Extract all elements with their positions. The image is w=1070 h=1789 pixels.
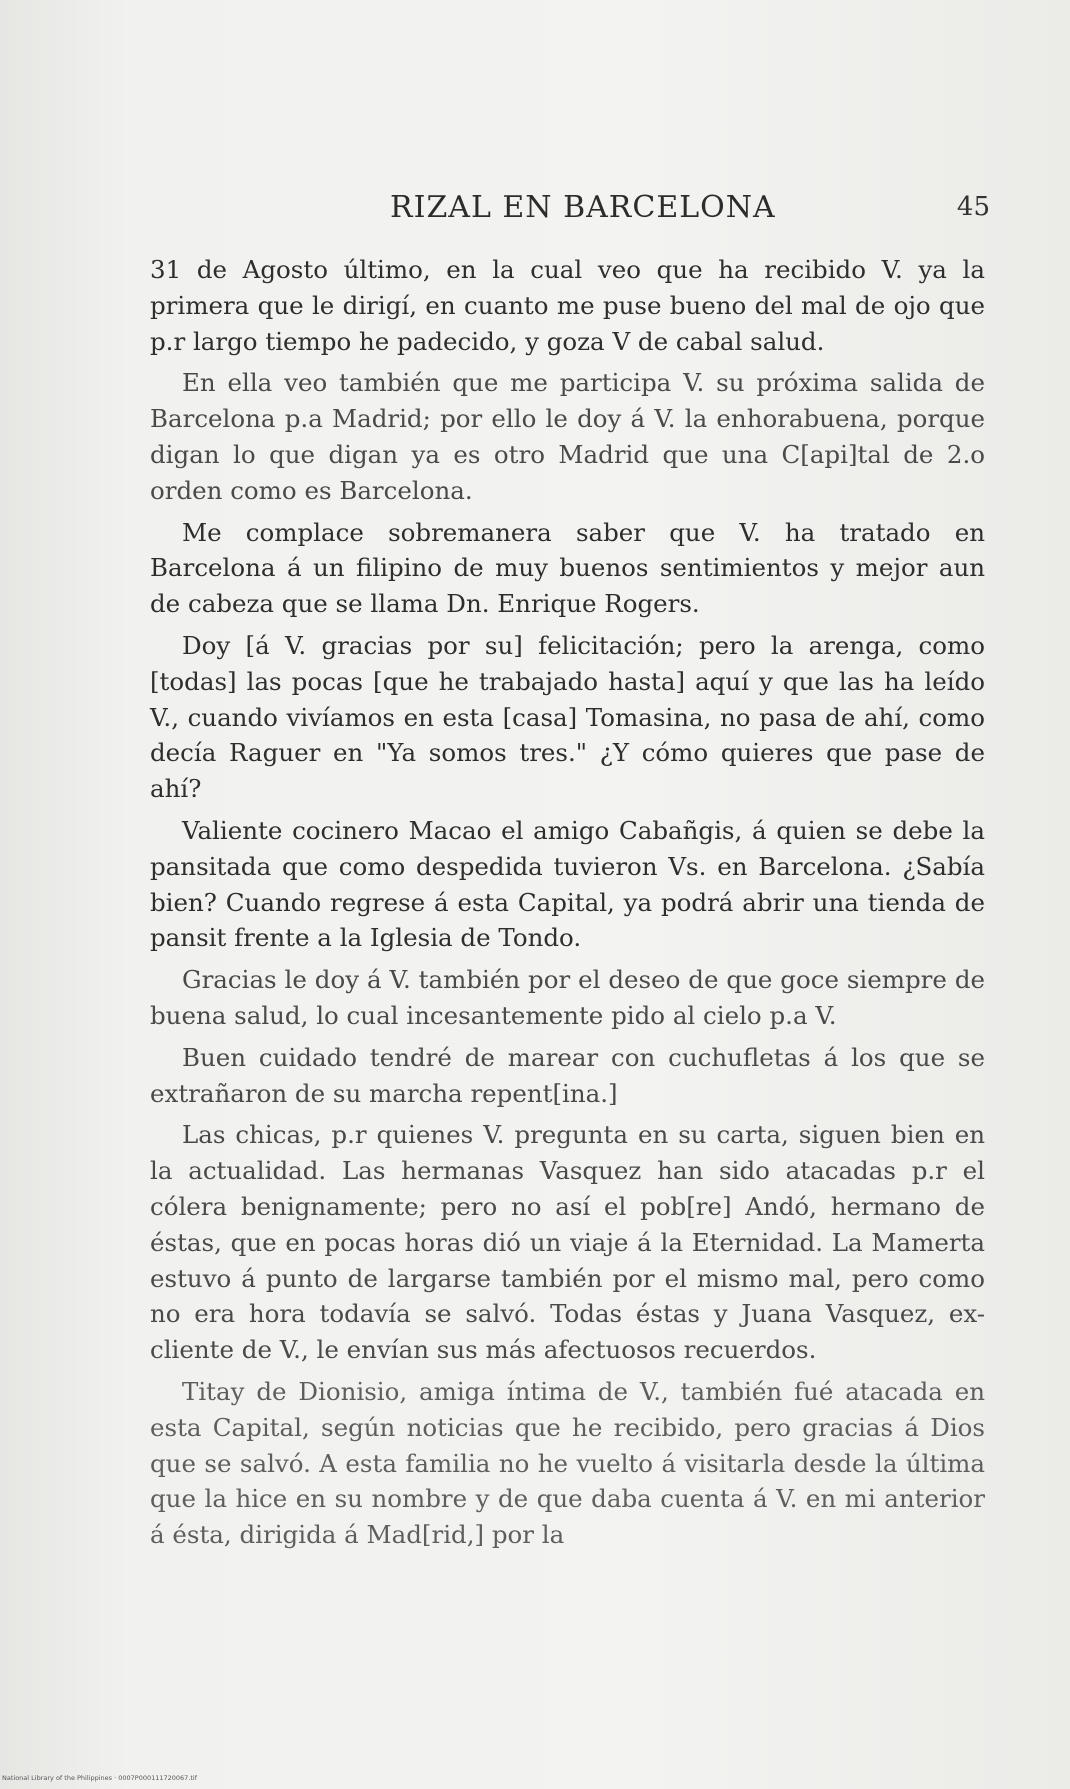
paragraph: Buen cuidado tendré de marear con cuchufletas á los que se extrañaron de su marcha repent[ina.] [150,1042,985,1108]
paragraph: Titay de Dionisio, amiga íntima de V., también fué atacada en esta Capital, según noticias que he recibido, pero gracias á Dios que se salvó. A esta familia no he vuelto á visitarla desde la última que la hice en su nombre y de que daba cuenta á V. en mi anterior á ésta, dirigida á Mad[rid,] por la [150,1376,985,1550]
page-header [150,190,990,230]
paragraph: Valiente cocinero Macao el amigo Cabañgis, á quien se debe la pansitada que como despedida tuvieron Vs. en Barcelona. ¿Sabía bien? Cuando regrese á esta Capital, ya podrá abrir una tienda de pansit frente a la Iglesia de Tondo. [150,815,985,953]
paragraph: Las chicas, p.r quienes V. pregunta en su carta, siguen bien en la actualidad. Las hermanas Vasquez han sido atacadas p.r el cólera benignamente; pero no así el pob[re] Andó, hermano de éstas, que en pocas horas dió un viaje á la Eternidad. La Mamerta estuvo á punto de largarse también por el mismo mal, pero como no era hora todavía se salvó. Todas éstas y Juana Vasquez, ex-cliente de V., le envían sus más afectuosos recuerdos. [150,1120,985,1365]
scan-credit: National Library of the Philippines · 0007P000111720067.tif [2,1774,198,1782]
paragraph: 31 de Agosto último, en la cual veo que ha recibido V. ya la primera que le dirigí, en cuanto me puse bueno del mal de ojo que p.r largo tiempo he padecido, y goza V de cabal salud. [150,255,985,356]
paragraph: Gracias le doy á V. también por el deseo de que goce siempre de buena salud, lo cual incesantemente pido al cielo p.a V. [150,965,985,1030]
paragraph: En ella veo también que me participa V. su próxima salida de Barcelona p.a Madrid; por ello le doy á V. la enhorabuena, porque digan lo que digan ya es otro Madrid que una C[api]tal de 2.o orden como es Barcelona. [150,368,985,505]
body-text [150,252,985,1559]
paragraph: Me complace sobremanera saber que V. ha tratado en Barcelona á un filipino de muy buenos sentimientos y mejor aun de cabeza que se llama Dn. Enrique Rogers. [150,517,985,619]
page-number: 45 [956,192,990,222]
paragraph: Doy [á V. gracias por su] felicitación; pero la arenga, como [todas] las pocas [que he trabajado hasta] aquí y que las ha leído V., cuando vivíamos en esta [casa] Tomasina, no pasa de ahí, como decía Raguer en "Ya somos tres." ¿Y cómo quieres que pase de ahí? [150,630,985,804]
running-head: RIZAL EN BARCELONA [390,190,776,225]
